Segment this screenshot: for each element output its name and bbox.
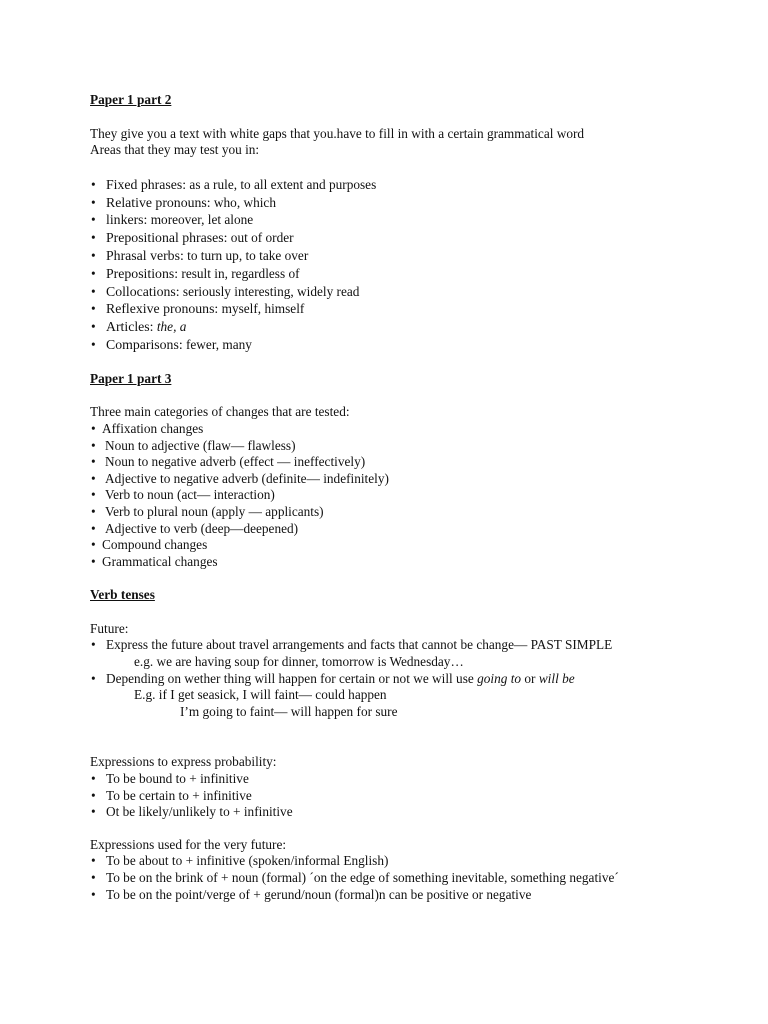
list-item [90, 454, 730, 471]
list-item [90, 318, 730, 336]
item-text: To be on the brink of + noun (formal) ´on the edge of something inevitable, something negative´ [106, 870, 619, 885]
item-text: Grammatical changes [102, 553, 218, 569]
item-term: linkers: [106, 212, 148, 228]
list-item [90, 554, 730, 571]
bullet-icon: • [91, 437, 96, 453]
list-item [90, 870, 730, 887]
example-line: E.g. if I get seasick, I will faint— could happen [134, 687, 387, 703]
bullet-icon: • [91, 853, 96, 869]
bullet-icon: • [91, 670, 96, 686]
item-term: Collocations: [106, 283, 180, 299]
list-item [90, 176, 730, 194]
section-heading-part2: Paper 1 part 2 [90, 92, 172, 107]
list-item [90, 771, 730, 788]
part3-list [90, 421, 730, 570]
probability-label: Expressions to express probability: [90, 754, 277, 770]
future-item-text: Depending on wether thing will happen for certain or not we will use [106, 670, 478, 686]
document-page [90, 92, 730, 903]
item-term: Articles: [106, 319, 154, 335]
bullet-icon: • [91, 247, 96, 263]
bullet-icon: • [91, 470, 96, 486]
bullet-icon: • [91, 212, 96, 228]
emphasis-going-to: going to [477, 670, 522, 686]
bullet-icon: • [91, 553, 96, 569]
future-list-2 [90, 671, 730, 688]
bullet-icon: • [91, 194, 96, 210]
item-value: seriously interesting, widely read [179, 283, 360, 299]
bullet-icon: • [91, 787, 96, 803]
emphasis-will-be: will be [538, 670, 575, 686]
item-text: Noun to adjective (flaw— flawless) [105, 437, 296, 453]
item-value: moreover, let alone [147, 212, 254, 228]
list-item [90, 336, 730, 354]
item-text: To be about to + infinitive (spoken/informal English) [106, 853, 389, 869]
list-item [90, 521, 730, 538]
list-item [90, 537, 730, 554]
bullet-icon: • [91, 637, 96, 653]
list-item [90, 804, 730, 821]
bullet-icon: • [91, 503, 96, 519]
bullet-icon: • [91, 537, 96, 553]
part2-intro-areas: Areas that they may test you in: [90, 142, 260, 158]
part2-list [90, 176, 730, 354]
list-item [90, 853, 730, 870]
item-text: Compound changes [102, 537, 208, 553]
future-list [90, 637, 730, 654]
section-heading-part3: Paper 1 part 3 [90, 370, 172, 386]
item-value: myself, himself [218, 301, 305, 317]
item-term: Prepositional phrases: [106, 230, 228, 246]
item-text: Verb to noun (act— interaction) [105, 487, 275, 503]
item-term: Comparisons: [106, 336, 183, 352]
item-text: Adjective to verb (deep—deepened) [105, 520, 299, 536]
list-item [90, 504, 730, 521]
bullet-icon: • [91, 870, 96, 885]
bullet-icon: • [91, 265, 96, 281]
bullet-icon: • [91, 230, 96, 246]
bullet-icon: • [91, 454, 96, 470]
bullet-icon: • [91, 420, 96, 436]
example-line: e.g. we are having soup for dinner, tomorrow is Wednesday… [134, 654, 464, 670]
bullet-icon: • [91, 804, 96, 820]
item-text: Affixation changes [102, 420, 204, 436]
item-value: out of order [227, 230, 294, 246]
part2-intro: They give you a text with white gaps that you.have to fill in with a certain grammatical word [90, 125, 585, 141]
future-label: Future: [90, 620, 129, 636]
future-item-text: Express the future about travel arrangements and facts that cannot be change— PAST SIMPLE [106, 637, 613, 653]
list-item [90, 265, 730, 283]
item-value: as a rule, to all extent and purposes [186, 176, 377, 192]
bullet-icon: • [91, 301, 96, 317]
item-term: Fixed phrases: [106, 176, 187, 192]
list-item [90, 211, 730, 229]
list-item [90, 283, 730, 301]
item-value: result in, regardless of [178, 265, 300, 281]
connector-text: or [521, 670, 539, 686]
list-item [90, 247, 730, 265]
item-term: Relative pronouns: [106, 194, 211, 210]
bullet-icon: • [91, 886, 96, 902]
bullet-icon: • [91, 487, 96, 503]
item-term: Reflexive pronouns: [106, 301, 219, 317]
list-item [90, 194, 730, 212]
bullet-icon: • [91, 336, 96, 352]
item-text: Noun to negative adverb (effect — ineffectively) [105, 454, 366, 470]
list-item [90, 487, 730, 504]
item-term: Prepositions: [106, 265, 179, 281]
bullet-icon: • [91, 520, 96, 536]
near-future-label: Expressions used for the very future: [90, 836, 287, 852]
bullet-icon: • [91, 176, 96, 192]
part3-intro: Three main categories of changes that are tested: [90, 404, 350, 420]
list-item [90, 471, 730, 488]
list-item [90, 438, 730, 455]
item-term: Phrasal verbs: [106, 247, 184, 263]
list-item [90, 887, 730, 904]
section-heading-verb-tenses: Verb tenses [90, 587, 155, 603]
item-value: who, which [210, 194, 276, 210]
example-line: I’m going to faint— will happen for sure [180, 703, 398, 719]
item-text: Ot be likely/unlikely to + infinitive [106, 804, 293, 820]
list-item [90, 421, 730, 438]
list-item [90, 300, 730, 318]
item-value: to turn up, to take over [183, 247, 309, 263]
probability-list [90, 771, 730, 821]
list-item [90, 229, 730, 247]
list-item [90, 671, 730, 688]
item-text: To be certain to + infinitive [106, 787, 252, 803]
list-item [90, 637, 730, 654]
bullet-icon: • [91, 319, 96, 335]
item-text: To be bound to + infinitive [106, 771, 249, 787]
item-value: fewer, many [182, 336, 252, 352]
near-future-list [90, 853, 730, 903]
list-item [90, 788, 730, 805]
item-text: To be on the point/verge of + gerund/noun (formal)n can be positive or negative [106, 886, 532, 902]
bullet-icon: • [91, 283, 96, 299]
item-text: Adjective to negative adverb (definite— indefinitely) [105, 470, 389, 486]
item-text: Verb to plural noun (apply — applicants) [105, 503, 324, 519]
bullet-icon: • [91, 771, 96, 787]
item-value: the, a [153, 319, 187, 335]
